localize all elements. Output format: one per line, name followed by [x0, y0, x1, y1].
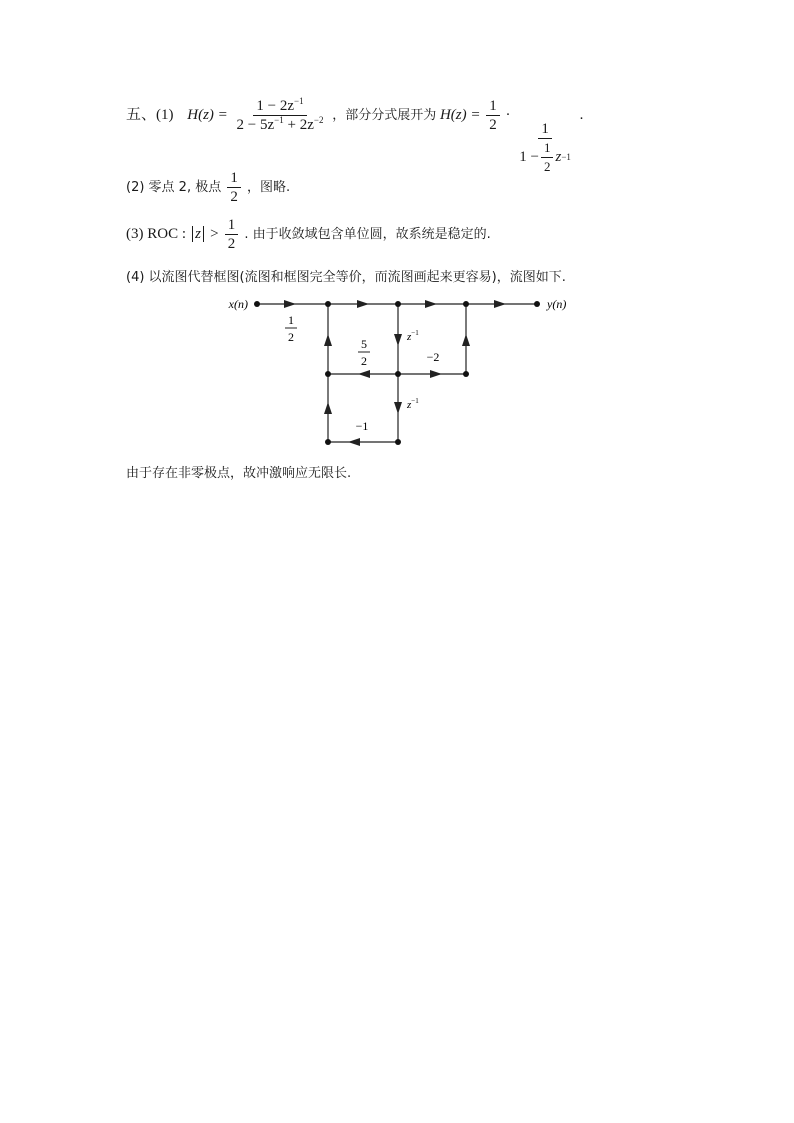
pole-fraction: 1 1 − $\frac{1}{2}$ z −1	[519, 120, 571, 174]
arrow-gain-m1	[348, 438, 360, 446]
node-top-b	[395, 301, 401, 307]
tf-denominator-a: 2 − 5z	[236, 117, 275, 133]
gain-half-num: 1	[288, 313, 294, 327]
arrow-gain-m2	[430, 370, 442, 378]
arrow-output	[494, 300, 506, 308]
arrow-top-2	[357, 300, 369, 308]
gain-5-2-num: 5	[361, 337, 367, 351]
node-output	[534, 301, 540, 307]
node-top-c	[463, 301, 469, 307]
transfer-function-lhs: H(z) =	[187, 106, 228, 123]
signal-flow-graph	[0, 290, 794, 490]
arrow-left-upper	[324, 334, 332, 346]
arrow-gain-5-2	[358, 370, 370, 378]
node-top-a	[325, 301, 331, 307]
transfer-function-fraction: $\frac{1 - 2z^{-1}}{2 - 5z^{-1} + 2z^{-2}}$	[236, 96, 324, 133]
arrow-top-3	[425, 300, 437, 308]
gain-m2-label: −2	[426, 350, 440, 364]
arrow-delay2	[394, 402, 402, 414]
node-bot-a	[325, 439, 331, 445]
part3-roc: (3) ROC : z > $\frac{1}{2}$ . 由于收敛域包含单位圆，故系统是稳定的.	[126, 217, 491, 252]
gain-half-den: 2	[288, 330, 294, 344]
node-input	[254, 301, 260, 307]
equation-part1	[126, 98, 583, 175]
node-mid-a	[325, 371, 331, 377]
node-bot-b	[395, 439, 401, 445]
delay2-label: $z^{-1}$	[407, 397, 419, 411]
equation-end-period: .	[579, 106, 584, 123]
gain-5-2-den: 2	[361, 354, 367, 368]
part4-text: (4) 以流图代替框图(流图和框图完全等价，而流图画起来更容易)，流图如下.	[126, 270, 566, 285]
arrow-delay1	[394, 334, 402, 346]
abs-z: z	[192, 226, 204, 242]
delay1-label: $z^{-1}$	[407, 329, 419, 343]
arrow-left-lower	[324, 402, 332, 414]
transfer-function-lhs-2: H(z) =	[439, 106, 481, 123]
pole-value-fraction: $\frac{1}{2}$	[227, 170, 241, 205]
half-fraction: $\frac{1}{2}$	[486, 98, 500, 133]
arrow-input	[284, 300, 296, 308]
conclusion-text: 由于存在非零极点，故冲激响应无限长.	[126, 466, 352, 481]
output-label: y(n)	[547, 297, 567, 311]
node-mid-c	[463, 371, 469, 377]
tf-numerator: 1 − 2z	[256, 98, 295, 114]
part1-label: 五、(1)	[126, 106, 174, 123]
roc-fraction: $\frac{1}{2}$	[225, 217, 239, 252]
tf-denominator-b: + 2z	[283, 117, 314, 133]
input-label: x(n)	[228, 297, 248, 311]
part2-zeros-poles: (2) 零点 2, 极点 $\frac{1}{2}$ ，图略.	[126, 170, 291, 205]
node-mid-b	[395, 371, 401, 377]
arrow-right	[462, 334, 470, 346]
multiply-dot: ·	[505, 106, 511, 123]
partial-fraction-text: ，部分分式展开为	[332, 107, 437, 123]
gain-m1-label: −1	[355, 419, 369, 433]
